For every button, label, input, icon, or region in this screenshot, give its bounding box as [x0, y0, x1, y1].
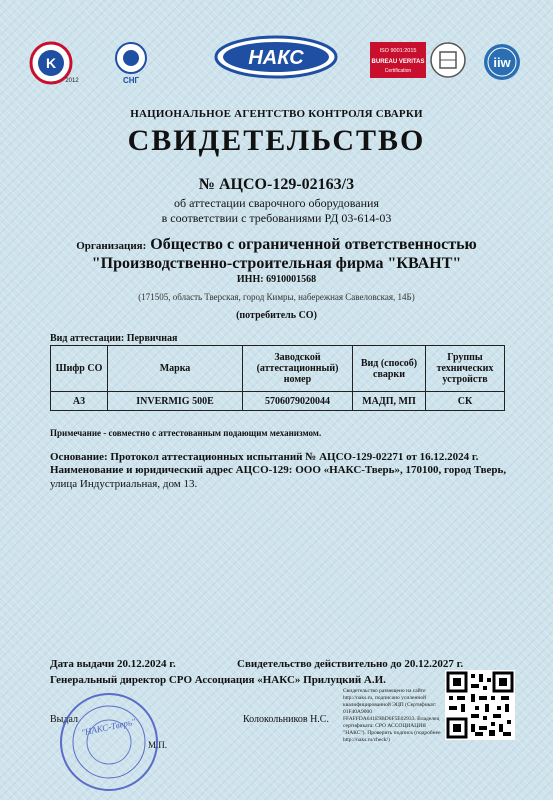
basis-protocol: Основание: Протокол аттестационных испытаний № АЦСО-129-02271 от 16.12.2024 г. — [50, 451, 479, 463]
organization-line — [0, 236, 553, 254]
svg-text:BUREAU VERITAS: BUREAU VERITAS — [371, 59, 425, 65]
organization-stamp — [55, 688, 163, 796]
qr-code-icon — [445, 670, 515, 740]
issued-by-label: Выдал — [50, 714, 78, 725]
table-cell: INVERMIG 500E — [108, 392, 243, 411]
table-header-row — [51, 346, 505, 392]
issue-date: Дата выдачи 20.12.2024 г. — [50, 658, 176, 670]
organization-label: Организация: — [76, 240, 147, 252]
svg-text:iiw: iiw — [493, 55, 511, 70]
sng-logo — [110, 40, 152, 86]
table-header-cell: Шифр СО — [51, 346, 108, 392]
stamp-text: "НАКС-Тверь" — [80, 716, 137, 738]
table-cell: А3 — [51, 392, 108, 411]
svg-text:K: K — [45, 55, 57, 71]
table-header-cell: Группы технических устройств — [426, 346, 505, 392]
issuer-name: Колокольников Н.С. — [243, 714, 329, 725]
equipment-table — [50, 345, 505, 411]
bureau-veritas-logo — [370, 42, 426, 78]
organization-inn: ИНН: 6910001568 — [236, 274, 317, 285]
table-header-cell: Вид (способ) сварки — [353, 346, 426, 392]
table-header-cell: Заводской (аттестационный) номер — [243, 346, 353, 392]
organization-address: (171505, область Тверская, город Кимры, набережная Савеловская, 14Б) — [138, 292, 415, 302]
organization-name-1: Общество с ограниченной ответственностью — [150, 236, 477, 253]
valid-until: Свидетельство действительно до 20.12.2027 г. — [237, 658, 464, 670]
basis-address-1: Наименование и юридический адрес АЦСО-129: ООО «НАКС-Тверь», 170100, город Тверь, — [50, 464, 507, 476]
table-row — [51, 392, 505, 411]
digital-signature-note: Свидетельство размещено на сайте http://naks.ru, подписано усиленной квалифицированной ЭЦП (Сертификат: 01F40A9000 FFAFFDA641E9BD6F5E02933. Владелец сертификата: СРО АССОЦИАЦИЯ "НАКС"). Проверить подпись (подробнее http://naks.ru/check/) — [343, 688, 441, 743]
agency-name: НАЦИОНАЛЬНОЕ АГЕНТСТВО КОНТРОЛЯ СВАРКИ — [130, 108, 423, 120]
table-cell: МАДП, МП — [353, 392, 426, 411]
naks-logo — [212, 34, 340, 80]
subtitle-line-2: в соответствии с требованиями РД 03-614-03 — [161, 211, 392, 225]
sng-logo-text: СНГ — [122, 76, 140, 85]
table-cell: СК — [426, 392, 505, 411]
organization-name-2: "Производственно-строительная фирма "КВАНТ" — [91, 255, 462, 272]
svg-text:Certification: Certification — [384, 68, 412, 74]
table-header-cell: Марка — [108, 346, 243, 392]
basis-address-2: улица Индустриальная, дом 13. — [50, 478, 198, 490]
welding-quality-logo — [28, 40, 80, 86]
table-note: Примечание - совместно с аттестованным подающим механизмом. — [50, 428, 322, 438]
subtitle-line-1: об аттестации сварочного оборудования — [174, 196, 379, 210]
certification-seal-icon — [428, 40, 468, 80]
seal-place-label: М.П. — [148, 740, 168, 750]
naks-logo-text: НАКС — [248, 47, 304, 69]
document-title: СВИДЕТЕЛЬСТВО — [127, 124, 426, 157]
svg-text:2012: 2012 — [65, 78, 79, 84]
consumer-label: (потребитель СО) — [236, 310, 317, 321]
svg-text:ISO 9001:2015: ISO 9001:2015 — [379, 48, 417, 54]
iiw-logo — [482, 42, 522, 82]
attestation-type: Вид аттестации: Первичная — [50, 333, 178, 344]
table-cell: 5706079020044 — [243, 392, 353, 411]
certificate-number: № АЦСО-129-02163/3 — [198, 176, 355, 193]
director-line: Генеральный директор СРО Ассоциация «НАКС» Прилуцкий А.И. — [50, 674, 386, 686]
